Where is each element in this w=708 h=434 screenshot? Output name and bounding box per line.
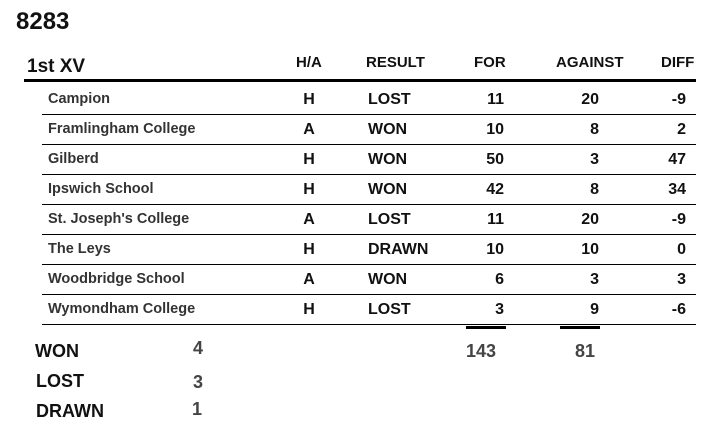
points-for: 6 (495, 271, 504, 288)
table-row (42, 264, 696, 295)
opponent-name: Campion (48, 91, 111, 107)
points-against: 10 (581, 241, 599, 258)
points-diff: -9 (671, 211, 686, 228)
lost-count: 3 (193, 372, 204, 392)
home-away: A (303, 271, 315, 288)
for-total-rule (466, 326, 506, 329)
team-title: 1st XV (27, 56, 86, 77)
opponent-name: The Leys (48, 241, 111, 257)
points-for: 42 (486, 181, 504, 198)
points-against: 20 (581, 91, 599, 108)
points-for: 10 (486, 121, 504, 138)
points-diff: -9 (671, 91, 686, 108)
points-against: 20 (581, 211, 599, 228)
table-row (42, 174, 696, 205)
home-away: H (303, 91, 315, 108)
result: DRAWN (368, 241, 429, 258)
header-against: AGAINST (556, 54, 624, 71)
home-away: H (303, 181, 315, 198)
opponent-name: Gilberd (48, 151, 99, 167)
home-away: A (303, 211, 315, 228)
opponent-name: Framlingham College (48, 121, 196, 137)
drawn-label: DRAWN (36, 401, 104, 421)
points-for: 11 (487, 211, 504, 228)
points-against: 9 (590, 301, 599, 318)
points-diff: 47 (668, 151, 686, 168)
result: WON (368, 151, 408, 168)
table-row (42, 114, 696, 145)
points-for: 11 (487, 91, 504, 108)
home-away: H (303, 241, 315, 258)
result: WON (368, 271, 408, 288)
result: LOST (368, 211, 411, 228)
opponent-name: Woodbridge School (48, 271, 185, 287)
header-ha: H/A (296, 54, 322, 71)
header-result: RESULT (366, 54, 425, 71)
header-for: FOR (474, 54, 506, 71)
lost-label: LOST (36, 371, 84, 391)
points-against: 8 (590, 181, 599, 198)
result: LOST (368, 91, 411, 108)
table-row (42, 84, 696, 115)
points-against: 3 (590, 271, 599, 288)
points-diff: 3 (677, 271, 686, 288)
against-total-rule (560, 326, 600, 329)
opponent-name: Ipswich School (48, 181, 154, 197)
table-row (42, 204, 696, 235)
document-id: 8283 (16, 8, 70, 35)
table-row (42, 144, 696, 175)
points-diff: 0 (677, 241, 686, 258)
points-diff: -6 (671, 301, 686, 318)
result: WON (368, 181, 408, 198)
points-against: 3 (590, 151, 599, 168)
won-count: 4 (193, 338, 204, 358)
won-label: WON (35, 341, 79, 361)
opponent-name: St. Joseph's College (48, 211, 190, 227)
table-row (42, 294, 696, 325)
for-total: 143 (466, 341, 497, 361)
against-total: 81 (575, 341, 596, 361)
points-diff: 34 (668, 181, 686, 198)
points-for: 50 (486, 151, 504, 168)
points-for: 3 (495, 301, 504, 318)
result: WON (368, 121, 408, 138)
result: LOST (368, 301, 411, 318)
drawn-count: 1 (192, 399, 203, 419)
home-away: H (303, 301, 315, 318)
points-for: 10 (486, 241, 504, 258)
points-against: 8 (590, 121, 599, 138)
header-diff: DIFF (661, 54, 695, 71)
table-row (42, 234, 696, 265)
opponent-name: Wymondham College (48, 301, 196, 317)
points-diff: 2 (677, 121, 686, 138)
header-rule (24, 79, 696, 82)
home-away: H (303, 151, 315, 168)
home-away: A (303, 121, 315, 138)
